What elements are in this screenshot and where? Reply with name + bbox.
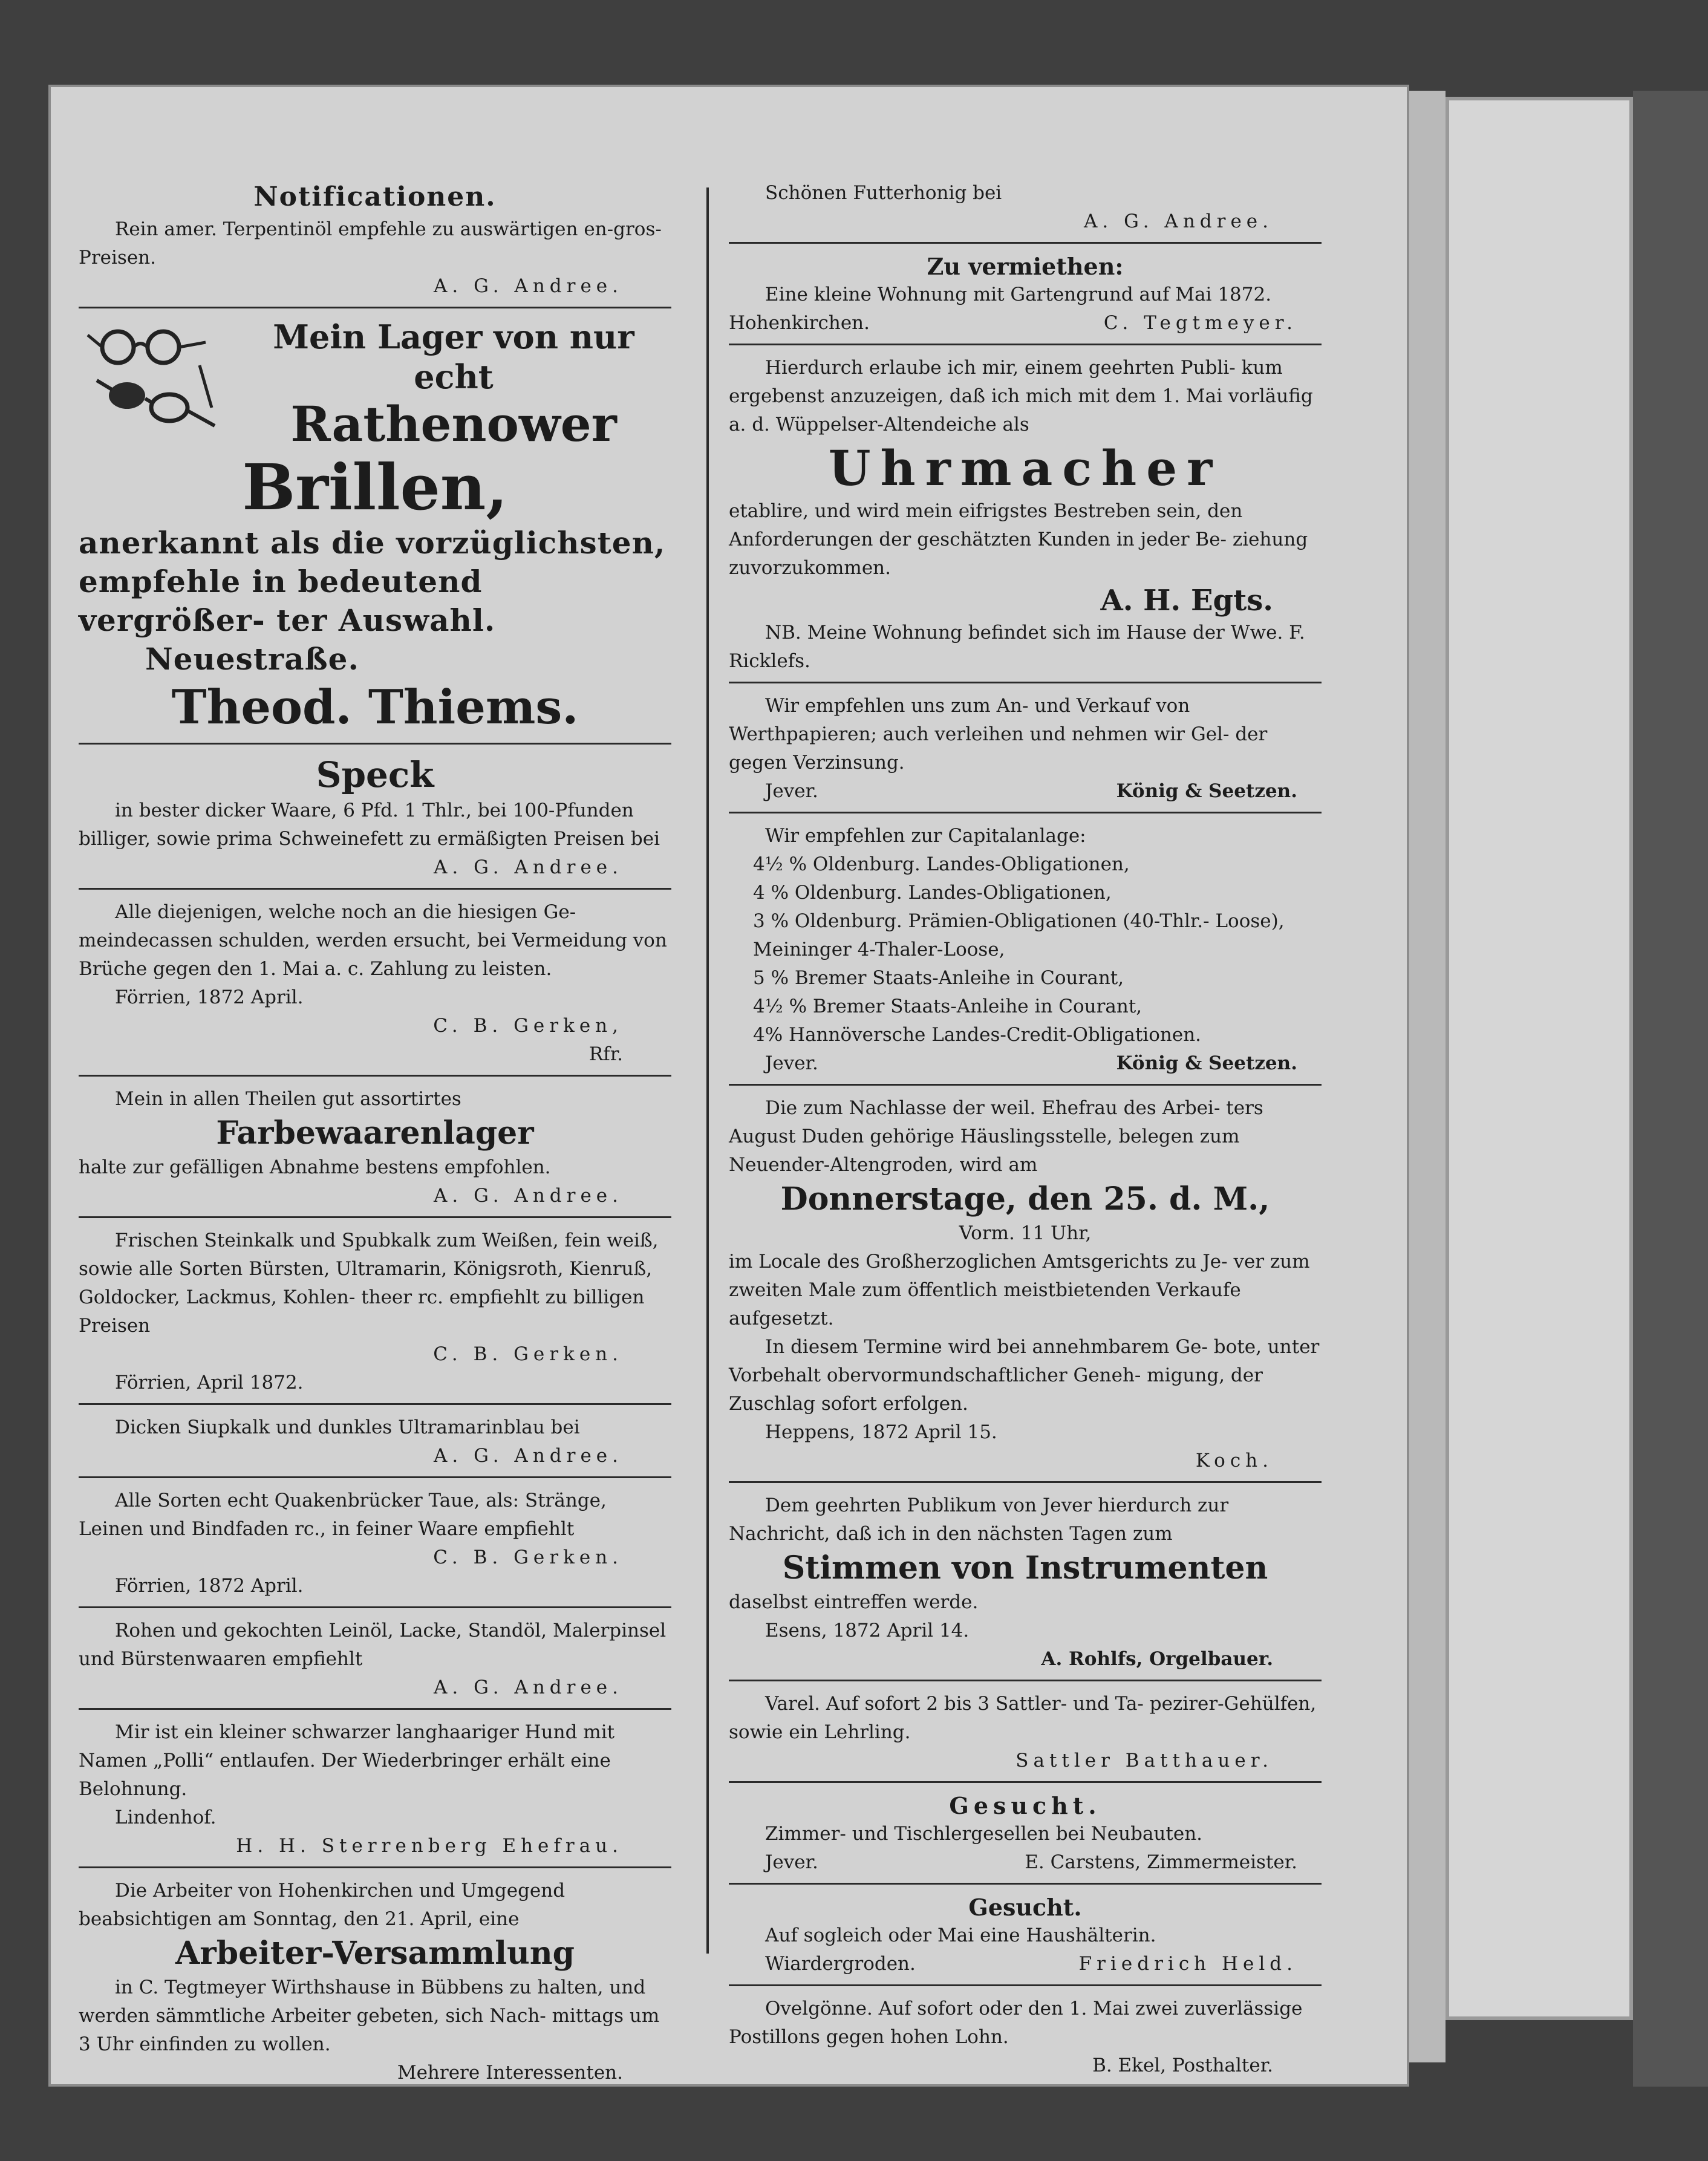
hund-signature: H. H. Sterrenberg Ehefrau. [236, 1835, 623, 1857]
column-divider [706, 187, 709, 1954]
ad-vermiethen [729, 249, 1322, 345]
brillen-line4: anerkannt als die vorzüglichsten, empfehle in bedeutend vergrößer- ter Auswahl. [79, 525, 666, 638]
ad-uhrmacher [729, 350, 1322, 683]
notif-title: Notificationen. [253, 181, 497, 212]
ad-futterhonig [729, 175, 1322, 244]
nach-signature: Koch. [1195, 1450, 1273, 1472]
brillen-line3: Brillen, [242, 450, 508, 524]
hund-text: Mir ist ein kleiner schwarzer langhaariger Hund mit Namen „Polli“ entlaufen. Der Wiederbringer erhält eine Belohnung. [79, 1721, 615, 1800]
uhr-title: Uhrmacher [828, 440, 1222, 497]
honig-text: Schönen Futterhonig bei [765, 182, 1002, 204]
ad-capitalanlage [729, 818, 1322, 1086]
speck-text: in bester dicker Waare, 6 Pfd. 1 Thlr., bei 100-Pfunden billiger, sowie prima Schweinefett zu ermäßigten Preisen bei [79, 800, 660, 850]
siup-text: Dicken Siupkalk und dunkles Ultramarinblau bei [115, 1416, 580, 1438]
leinoel-signature: A. G. Andree. [433, 1677, 623, 1698]
ad-instrumente [729, 1488, 1322, 1681]
ad-gemeindecassen [79, 895, 671, 1077]
brillen-line2: Rathenower [290, 396, 617, 452]
verm-place: Hohenkirchen. [729, 312, 870, 334]
verm-title: Zu vermiethen: [927, 253, 1124, 280]
ad-postillons [729, 1991, 1322, 2086]
nach-title: Donnerstage, den 25. d. M., [780, 1181, 1270, 1217]
right-column [729, 175, 1322, 2091]
post-text: Ovelgönne. Auf sofort oder den 1. Mai zwei zuverlässige Postillons gegen hohen Lohn. [729, 1998, 1303, 2048]
nach-place: Heppens, 1872 April 15. [765, 1421, 997, 1443]
inst-text1: Dem geehrten Publikum von Jever hierdurch zur Nachricht, daß ich in den nächsten Tagen zum [729, 1494, 1229, 1545]
inst-place: Esens, 1872 April 14. [765, 1620, 970, 1641]
cap-item: Meininger 4-Thaler-Loose, [753, 939, 1005, 960]
sattler-text: Varel. Auf sofort 2 bis 3 Sattler- und Ta- pezirer-Gehülfen, sowie ein Lehrling. [729, 1693, 1317, 1743]
cap-place: Jever. [765, 1052, 818, 1074]
koenig1-place: Jever. [765, 780, 818, 802]
taue-signature: C. B. Gerken. [433, 1547, 623, 1568]
brillen-line5: Neuestraße. [145, 641, 359, 677]
ges2-title: Gesucht. [968, 1894, 1082, 1921]
sattler-signature: Sattler Batthauer. [1015, 1750, 1273, 1771]
honig-signature: A. G. Andree. [1083, 210, 1273, 232]
farbe-intro: Mein in allen Theilen gut assortirtes [115, 1088, 461, 1110]
nach-text1: Die zum Nachlasse der weil. Ehefrau des Arbei- ters August Duden gehörige Häuslingsstelle, belegen zum Neuender-Altengroden, wird am [729, 1097, 1263, 1176]
speck-signature: A. G. Andree. [433, 856, 623, 878]
ad-sattler [729, 1686, 1322, 1783]
leinoel-text: Rohen und gekochten Leinöl, Lacke, Standöl, Malerpinsel und Bürstenwaaren empfiehlt [79, 1620, 667, 1670]
hund-place: Lindenhof. [115, 1807, 217, 1828]
taue-place: Förrien, 1872 April. [115, 1575, 304, 1597]
speck-title: Speck [316, 754, 434, 795]
cap-item: 4½ % Oldenburg. Landes-Obligationen, [753, 853, 1130, 875]
verm-signature: C. Tegtmeyer. [1103, 312, 1297, 334]
notif-text: Rein amer. Terpentinöl empfehle zu auswärtigen en-gros-Preisen. [79, 218, 662, 269]
left-column [79, 175, 671, 2098]
cap-item: 4% Hannöversche Landes-Credit-Obligationen. [753, 1024, 1202, 1046]
uhr-nb: NB. Meine Wohnung befindet sich im Hause der Wwe. F. Ricklefs. [729, 622, 1305, 672]
nach-text3: In diesem Termine wird bei annehmbarem Ge- bote, unter Vorbehalt obervormundschaftlicher Geneh- migung, der Zuschlag sofort erfolgen. [729, 1336, 1320, 1415]
ad-hund [79, 1715, 671, 1868]
cap-intro: Wir empfehlen zur Capitalanlage: [765, 825, 1086, 847]
post-signature: B. Ekel, Posthalter. [1092, 2055, 1273, 2076]
ad-nachlass [729, 1090, 1322, 1483]
kalk-text: Frischen Steinkalk und Spubkalk zum Weißen, fein weiß, sowie alle Sorten Bürsten, Ultramarin, Königsroth, Kienruß, Goldocker, Lackmus, Kohlen- theer rc. empfiehlt zu billigen Preisen [79, 1230, 659, 1337]
notif-signature: A. G. Andree. [433, 275, 623, 297]
ad-farbewaaren [79, 1081, 671, 1218]
gemeinde-signature: C. B. Gerken, [433, 1015, 623, 1037]
kalk-signature: C. B. Gerken. [433, 1343, 623, 1365]
ges2-text: Auf sogleich oder Mai eine Haushälterin. [765, 1925, 1156, 1946]
cap-item: 3 % Oldenburg. Prämien-Obligationen (40-Thlr.- Loose), [753, 910, 1285, 932]
cap-item: 4½ % Bremer Staats-Anleihe in Courant, [753, 996, 1142, 1017]
ad-speck [79, 749, 671, 890]
nach-time: Vorm. 11 Uhr, [959, 1222, 1092, 1244]
koenig1-text: Wir empfehlen uns zum An- und Verkauf von Werthpapieren; auch verleihen und nehmen wir Gel- der gegen Verzinsung. [729, 695, 1268, 774]
inst-text2: daselbst eintreffen werde. [729, 1591, 979, 1613]
gemeinde-signature-title: Rfr. [588, 1043, 623, 1065]
ad-siupkalk [79, 1410, 671, 1478]
page-edge [1409, 91, 1446, 2062]
ad-notificationen [79, 175, 671, 308]
ges2-place: Wiardergroden. [765, 1953, 916, 1975]
ges1-title: Gesucht. [949, 1792, 1101, 1819]
ges1-place: Jever. [765, 1851, 818, 1873]
spectacles-icon [85, 323, 224, 438]
farbe-title: Farbewaarenlager [216, 1115, 534, 1152]
arb-text2: in C. Tegtmeyer Wirthshause in Bübbens zu halten, und werden sämmtliche Arbeiter gebeten, sich Nach- mittags um 3 Uhr einfinden zu wollen. [79, 1977, 660, 2055]
uhr-signature: A. H. Egts. [1100, 584, 1273, 618]
uhr-text2: etablire, und wird mein eifrigstes Bestreben sein, den Anforderungen der geschätzten Kunden in jeder Be- ziehung zuvorzukommen. [729, 500, 1308, 579]
ad-gesucht-zimmer [729, 1788, 1322, 1885]
ad-taue [79, 1483, 671, 1608]
arb-title: Arbeiter-Versammlung [175, 1935, 575, 1972]
cap-item: 4 % Oldenburg. Landes-Obligationen, [753, 882, 1112, 904]
cap-signature: König & Seetzen. [1116, 1052, 1297, 1074]
koenig1-signature: König & Seetzen. [1116, 780, 1297, 802]
siup-signature: A. G. Andree. [433, 1445, 623, 1467]
inst-signature: A. Rohlfs, Orgelbauer. [1041, 1648, 1273, 1670]
gemeinde-place: Förrien, 1872 April. [115, 986, 304, 1008]
brillen-line1: Mein Lager von nur echt [273, 318, 634, 396]
uhr-text1: Hierdurch erlaube ich mir, einem geehrten Publi- kum ergebenst anzuzeigen, daß ich mich mit dem 1. Mai vorläufig a. d. Wüppelser-Altendeiche als [729, 357, 1313, 435]
ges2-signature: Friedrich Held. [1078, 1953, 1297, 1975]
kalk-place: Förrien, April 1872. [115, 1372, 304, 1393]
ad-gesucht-haushaelterin [729, 1889, 1322, 1986]
cap-item: 5 % Bremer Staats-Anleihe in Courant, [753, 967, 1124, 989]
ad-brillen [79, 313, 671, 745]
nach-text2: im Locale des Großherzoglichen Amtsgerichts zu Je- ver zum zweiten Male zum öffentlich meistbietenden Verkaufe aufgesetzt. [729, 1251, 1310, 1329]
arb-text1: Die Arbeiter von Hohenkirchen und Umgegend beabsichtigen am Sonntag, den 21. April, eine [79, 1880, 566, 1930]
ad-arbeiter [79, 1873, 671, 2093]
verm-text: Eine kleine Wohnung mit Gartengrund auf Mai 1872. [765, 284, 1272, 305]
book-cover [1446, 97, 1633, 2020]
ad-leinoel [79, 1613, 671, 1710]
ges1-signature: E. Carstens, Zimmermeister. [1025, 1851, 1297, 1873]
ad-koenig-seetzen-1 [729, 688, 1322, 813]
farbe-signature: A. G. Andree. [433, 1185, 623, 1207]
ges1-text: Zimmer- und Tischlergesellen bei Neubauten. [765, 1823, 1203, 1845]
inst-title: Stimmen von Instrumenten [782, 1550, 1268, 1586]
ad-steinkalk [79, 1223, 671, 1405]
brillen-signature: Theod. Thiems. [171, 680, 579, 735]
background-edge [1633, 91, 1708, 2087]
gemeinde-text: Alle diejenigen, welche noch an die hiesigen Ge- meindecassen schulden, werden ersucht, bei Vermeidung von Brüche gegen den 1. Mai a. c. Zahlung zu leisten. [79, 901, 667, 980]
arb-signature: Mehrere Interessenten. [397, 2062, 623, 2084]
taue-text: Alle Sorten echt Quakenbrücker Taue, als: Stränge, Leinen und Bindfaden rc., in feiner Waare empfiehlt [79, 1490, 607, 1540]
farbe-text: halte zur gefälligen Abnahme bestens empfohlen. [79, 1156, 551, 1178]
